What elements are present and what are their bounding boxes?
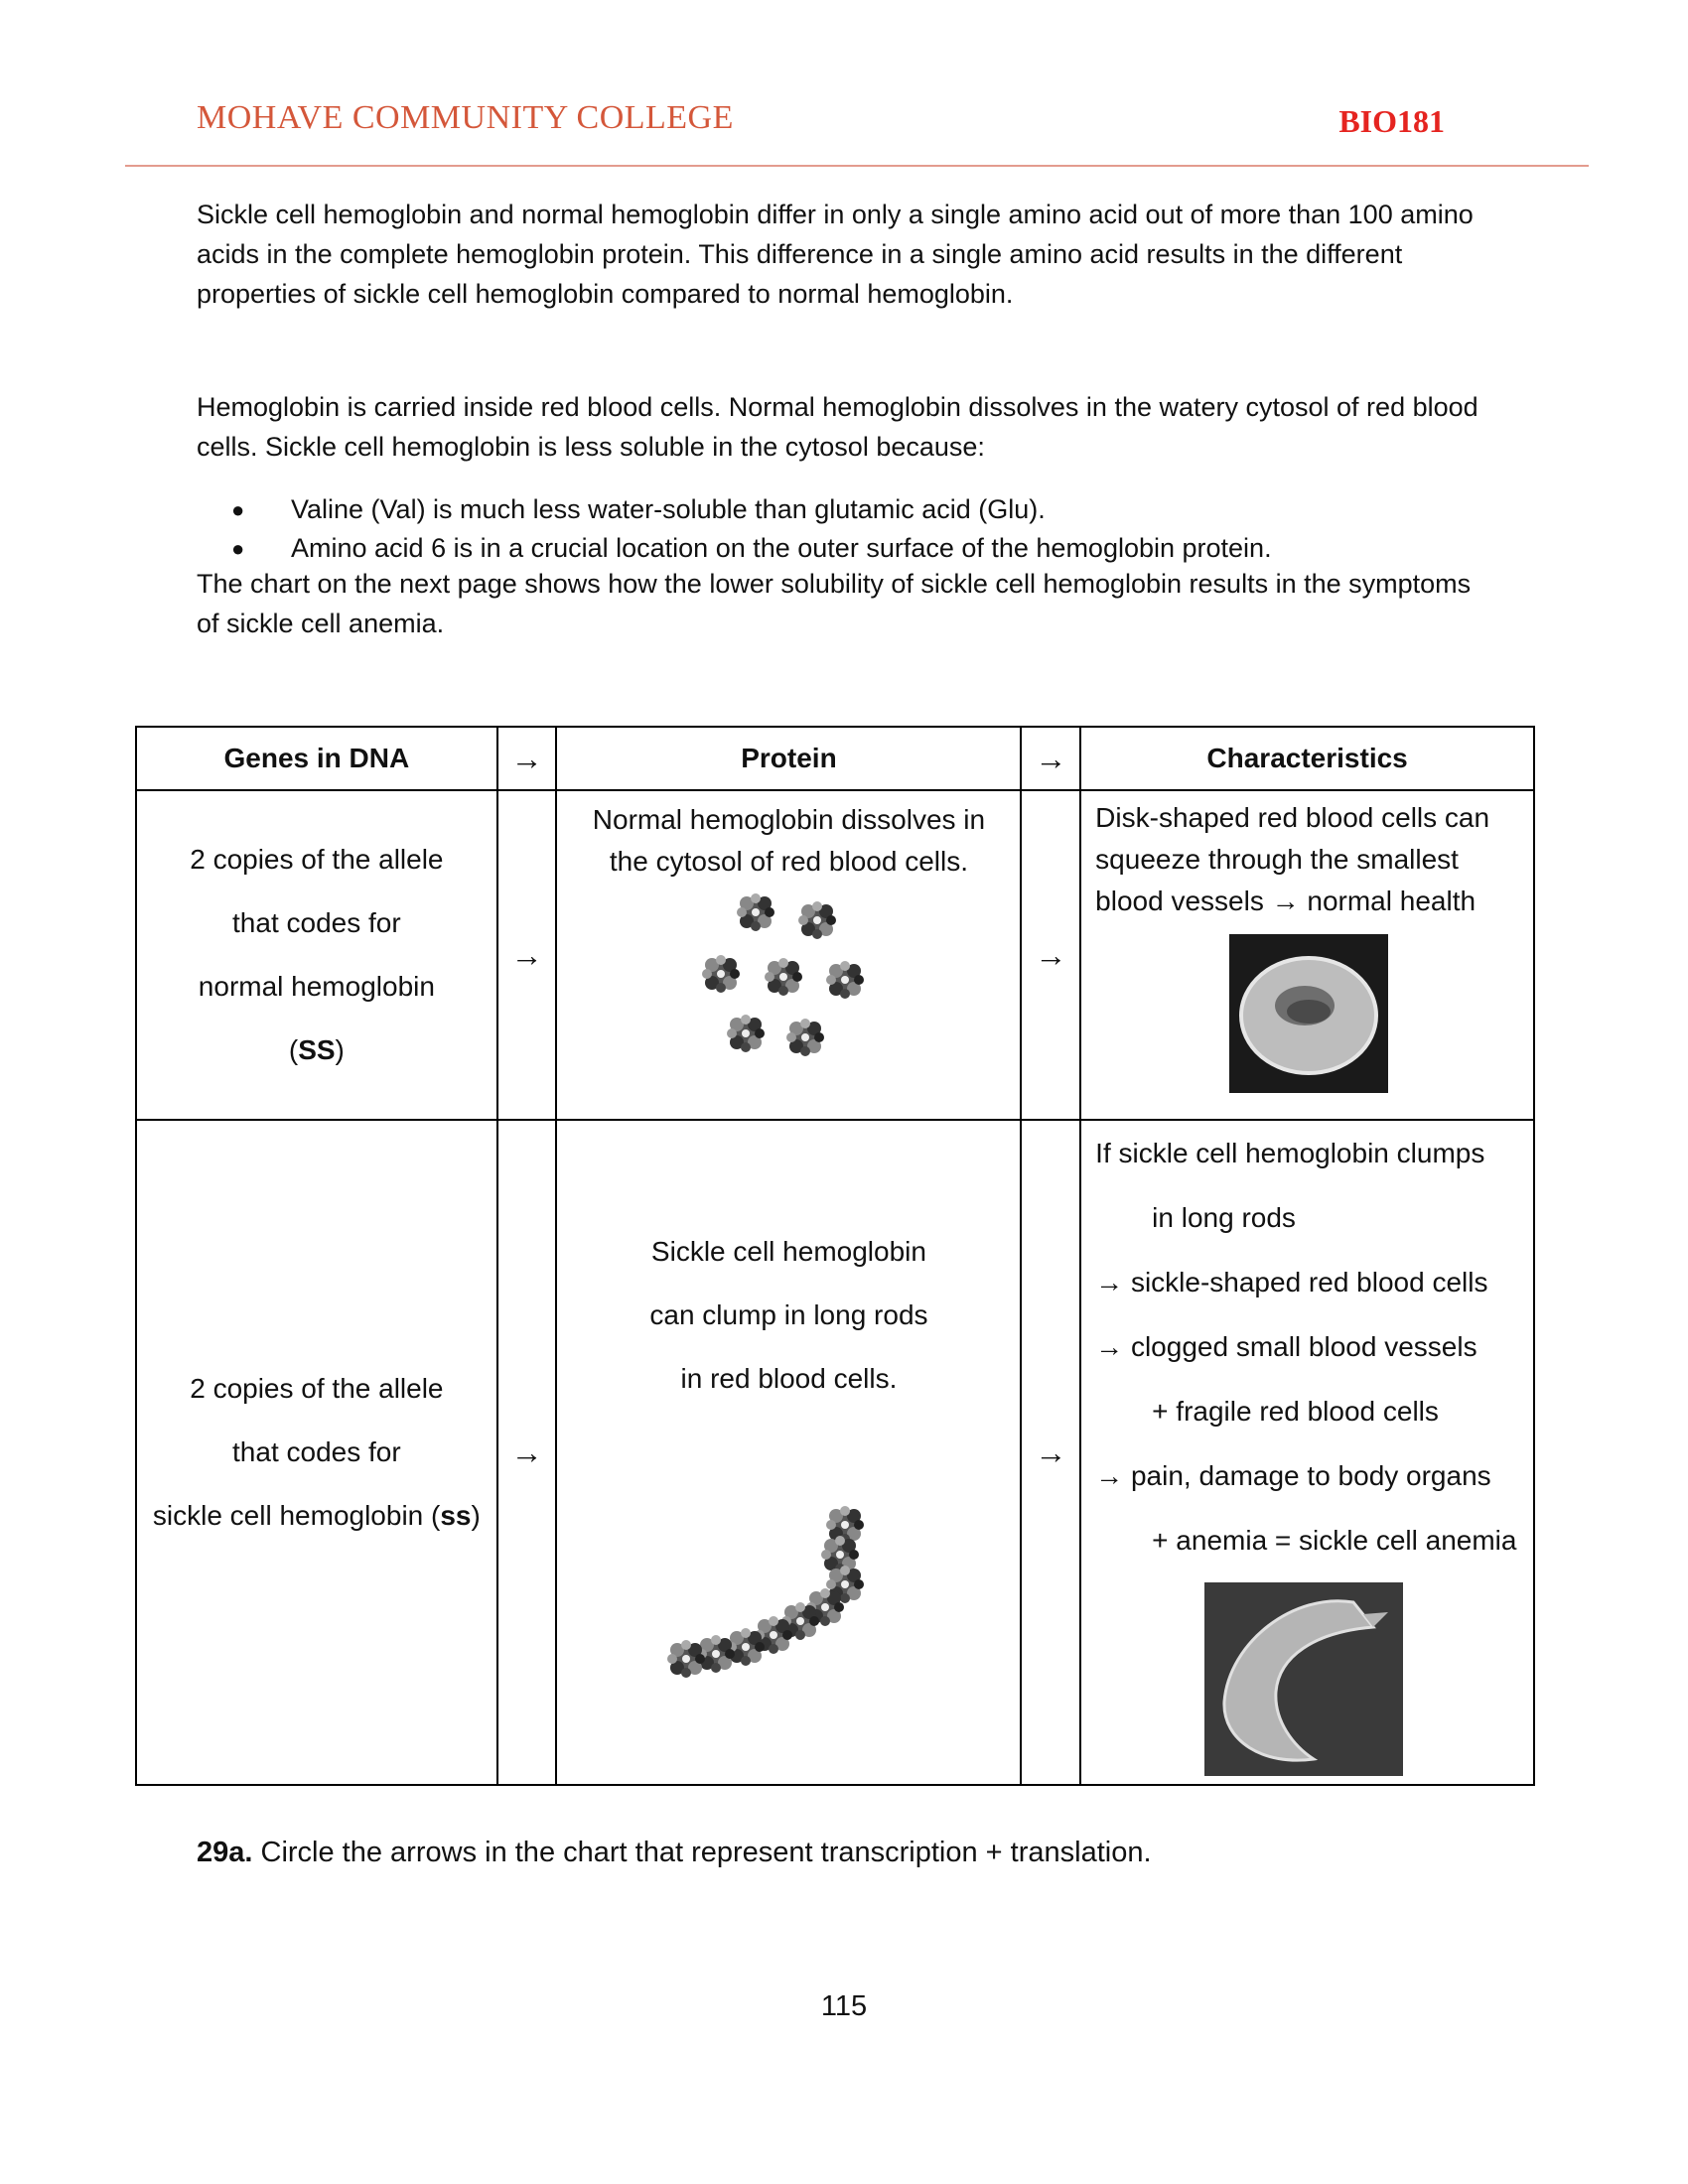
bullet-icon: ● bbox=[231, 536, 245, 561]
gene-protein-chart bbox=[135, 726, 1535, 1786]
table-row-normal bbox=[136, 790, 1534, 1120]
header-arrow[interactable]: → bbox=[1021, 727, 1080, 790]
protein-line: in red blood cells. bbox=[680, 1363, 898, 1394]
course-code: BIO181 bbox=[1338, 103, 1445, 139]
list-item bbox=[197, 529, 1487, 568]
arrow-dna-to-protein[interactable]: → bbox=[497, 1120, 557, 1785]
header-rule bbox=[125, 165, 1589, 167]
bullet-text: Valine (Val) is much less water-soluble than glutamic acid (Glu). bbox=[291, 494, 1046, 524]
header-genes: Genes in DNA bbox=[136, 727, 497, 790]
char-line: → clogged small blood vessels bbox=[1095, 1331, 1477, 1362]
protein-line: can clump in long rods bbox=[649, 1299, 928, 1330]
protein-sickle-text bbox=[557, 1121, 1020, 1411]
arrow-protein-to-characteristics[interactable]: → bbox=[1021, 790, 1080, 1120]
characteristics-sickle-cell bbox=[1080, 1120, 1534, 1785]
char-line: in long rods bbox=[1152, 1202, 1296, 1233]
bullet-list bbox=[197, 490, 1487, 568]
header-arrow[interactable]: → bbox=[497, 727, 557, 790]
char-line: + anemia = sickle cell anemia bbox=[1152, 1525, 1517, 1556]
question-29a bbox=[197, 1837, 1152, 1869]
protein-normal-text: Normal hemoglobin dissolves in the cytosol of red blood cells. bbox=[592, 804, 986, 877]
college-name: MOHAVE COMMUNITY COLLEGE bbox=[197, 99, 734, 136]
characteristics-normal-cell bbox=[1080, 790, 1534, 1120]
dissolved-hemoglobin-molecules-icon bbox=[557, 883, 1020, 1081]
genes-line: that codes for bbox=[232, 1436, 401, 1467]
page-number: 115 bbox=[820, 1990, 868, 2022]
char-line: If sickle cell hemoglobin clumps bbox=[1095, 1138, 1485, 1168]
disk-shaped-red-blood-cell-icon bbox=[1229, 934, 1388, 1093]
protein-sickle-cell bbox=[556, 1120, 1021, 1785]
genotype-label: (SS) bbox=[288, 1034, 345, 1065]
protein-line: Sickle cell hemoglobin bbox=[650, 1236, 926, 1267]
header-characteristics: Characteristics bbox=[1080, 727, 1534, 790]
genes-line: 2 copies of the allele bbox=[190, 844, 444, 875]
arrow-dna-to-protein[interactable]: → bbox=[497, 790, 557, 1120]
char-line: + fragile red blood cells bbox=[1152, 1396, 1439, 1427]
char-line: → pain, damage to body organs bbox=[1095, 1460, 1491, 1491]
table-row-sickle bbox=[136, 1120, 1534, 1785]
hemoglobin-rod-polymer-icon bbox=[557, 1500, 1020, 1699]
arrow-protein-to-characteristics[interactable]: → bbox=[1021, 1120, 1080, 1785]
question-number: 29a. bbox=[197, 1837, 253, 1868]
characteristics-normal-text: Disk-shaped red blood cells can squeeze through the smallest blood vessels → normal health bbox=[1095, 802, 1490, 916]
protein-normal-cell bbox=[556, 790, 1021, 1120]
header-protein: Protein bbox=[556, 727, 1021, 790]
genes-normal-cell bbox=[136, 790, 497, 1120]
question-text: Circle the arrows in the chart that represent transcription + translation. bbox=[252, 1837, 1152, 1868]
genes-sickle-cell bbox=[136, 1120, 497, 1785]
list-item bbox=[197, 490, 1487, 529]
bullet-icon: ● bbox=[231, 497, 245, 522]
chart-intro-paragraph: The chart on the next page shows how the lower solubility of sickle cell hemoglobin results in the symptoms of sickle cell anemia. bbox=[197, 569, 1472, 638]
bullet-text: Amino acid 6 is in a crucial location on the outer surface of the hemoglobin protein. bbox=[291, 533, 1272, 563]
genes-line: normal hemoglobin bbox=[198, 971, 435, 1002]
genes-line: that codes for bbox=[232, 907, 401, 938]
chart-header-row bbox=[136, 727, 1534, 790]
genes-line: 2 copies of the allele bbox=[190, 1373, 444, 1404]
intro-paragraph: Sickle cell hemoglobin and normal hemoglobin differ in only a single amino acid out of more than 100 amino acids in the complete hemoglobin protein. This difference in a single amino acid results in the different properties of sickle cell hemoglobin compared to normal hemoglobin. bbox=[197, 200, 1474, 309]
char-line: → sickle-shaped red blood cells bbox=[1095, 1267, 1488, 1297]
genotype-label: sickle cell hemoglobin (ss) bbox=[152, 1500, 481, 1531]
sickle-shaped-red-blood-cell-icon bbox=[1204, 1582, 1403, 1776]
solubility-paragraph: Hemoglobin is carried inside red blood cells. Normal hemoglobin dissolves in the watery cytosol of red blood cells. Sickle cell hemoglobin is less soluble in the cytosol because: bbox=[197, 392, 1478, 462]
